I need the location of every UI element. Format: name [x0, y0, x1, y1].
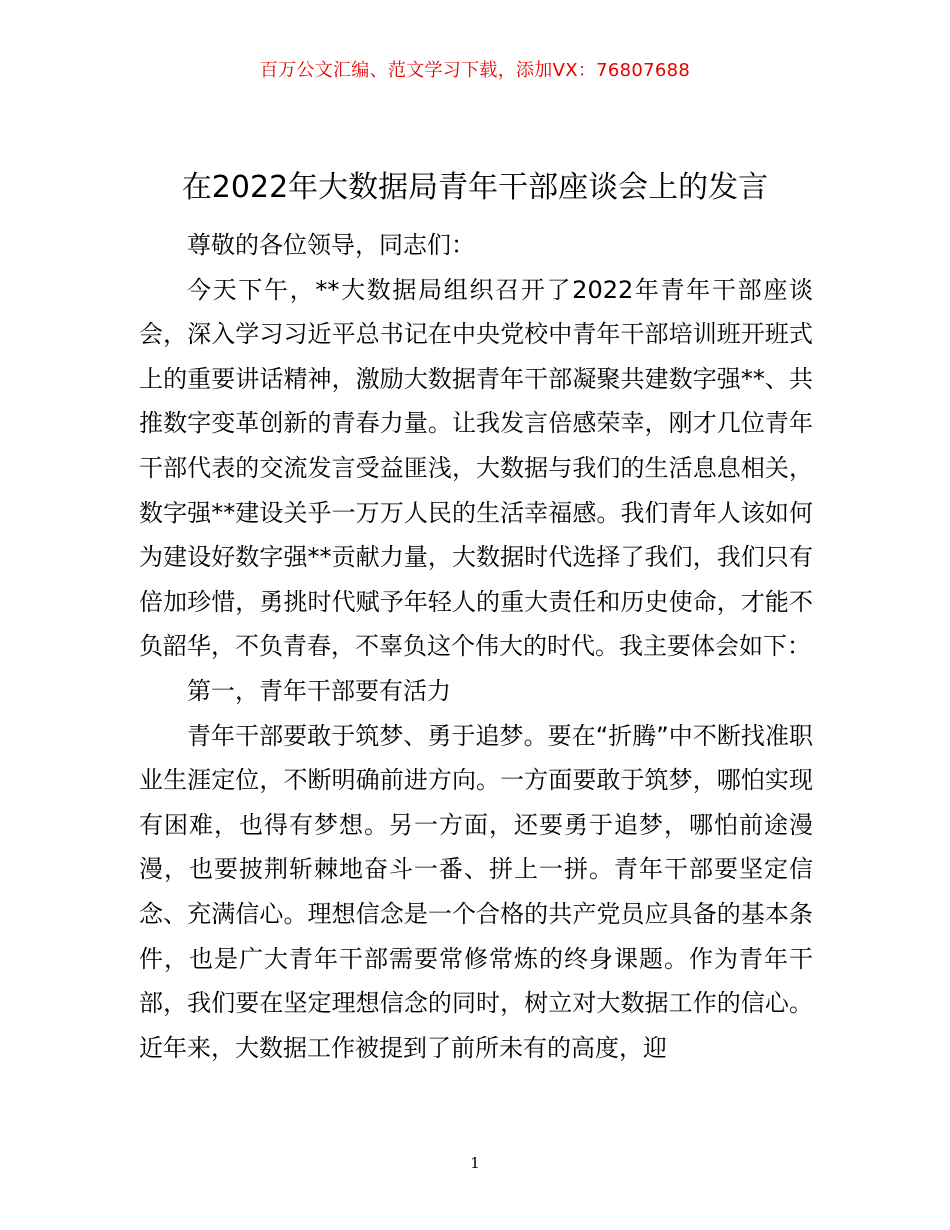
header-watermark-note: 百万公文汇编、范文学习下载，添加VX：76807688 [259, 60, 691, 81]
document-body [139, 223, 813, 1070]
document-title: 在2022年大数据局青年干部座谈会上的发言 [181, 170, 769, 205]
page-number: 1 [470, 1154, 480, 1172]
intro-paragraph: 今天下午，**大数据局组织召开了2022年青年干部座谈会，深入学习习近平总书记在中央党校中青年干部培训班开班式上的重要讲话精神，激励大数据青年干部凝聚共建数字强**、共推数字变革创新的青春力量。让我发言倍感荣幸，刚才几位青年干部代表的交流发言受益匪浅，大数据与我们的生活息息相关，数字强**建设关乎一万万人民的生活幸福感。我们青年人该如何为建设好数字强**贡献力量，大数据时代选择了我们，我们只有倍加珍惜，勇挑时代赋予年轻人的重大责任和历史使命，才能不负韶华，不负青春，不辜负这个伟大的时代。我主要体会如下： [139, 275, 813, 661]
salutation-paragraph: 尊敬的各位领导，同志们： [187, 231, 475, 259]
section-heading-first: 第一，青年干部要有活力 [187, 676, 451, 705]
section-paragraph-first: 青年干部要敢于筑梦、勇于追梦。要在“折腾”中不断找准职业生涯定位，不断明确前进方向。一方面要敢于筑梦，哪怕实现有困难，也得有梦想。另一方面，还要勇于追梦，哪怕前途漫漫，也要披荆斩棘地奋斗一番、拼上一拼。青年干部要坚定信念、充满信心。理想信念是一个合格的共产党员应具备的基本条件，也是广大青年干部需要常修常炼的终身课题。作为青年干部，我们要在坚定理想信念的同时，树立对大数据工作的信心。近年来，大数据工作被提到了前所未有的高度，迎 [139, 721, 813, 1062]
